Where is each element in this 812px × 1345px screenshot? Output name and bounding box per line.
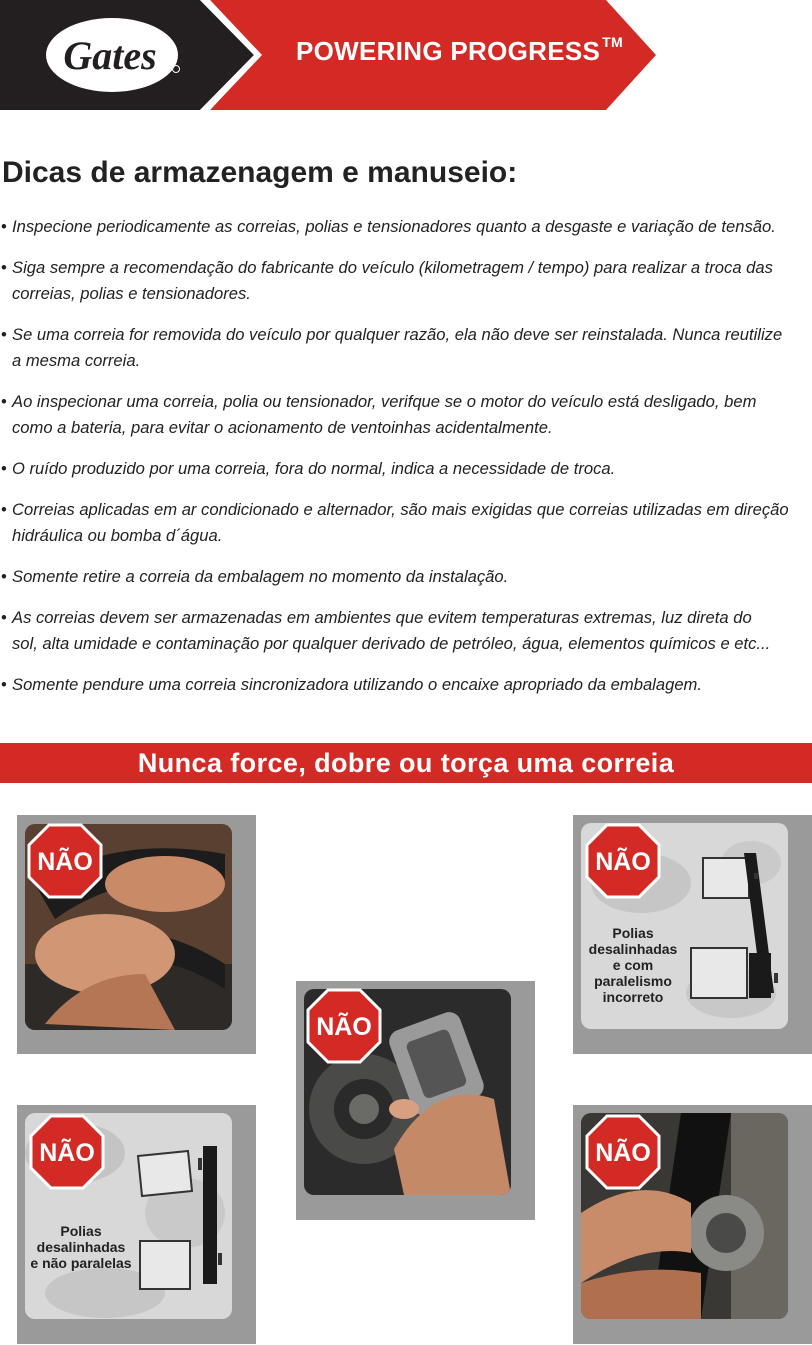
tip-item: • As correias devem ser armazenadas em ambientes que evitem temperaturas extremas, luz direta do sol, alta umidade e contaminação por qualquer derivado de petróleo, água, elementos químicos e etc... (0, 605, 812, 657)
svg-text:NÃO: NÃO (39, 1139, 95, 1167)
slogan-text: POWERING PROGRESS (296, 36, 601, 66)
tip-item: • Ao inspecionar uma correia, polia ou tensionador, verifque se o motor do veículo está desligado, bem como a bateria, para evitar o acionamento de ventoinhas acidentalmente. (0, 389, 812, 441)
stop-sign-5 (585, 1114, 661, 1190)
tip-item: • Correias aplicadas em ar condicionado e alternador, são mais exigidas que correias utilizadas em direção hidráulica ou bomba d´água. (0, 497, 812, 549)
stop-sign-2 (585, 823, 661, 899)
caption-misaligned-nonparallel: Polias desalinhadas e não paralelas (30, 1223, 132, 1271)
stop-sign-1 (27, 823, 103, 899)
page-title: Dicas de armazenagem e manuseio: (2, 156, 518, 189)
stop-sign-3 (306, 988, 382, 1064)
tips-list (0, 214, 812, 713)
trademark: TM (602, 34, 623, 50)
slogan (296, 36, 623, 67)
svg-text:NÃO: NÃO (316, 1013, 372, 1041)
tip-item: • O ruído produzido por uma correia, fora do normal, indica a necessidade de troca. (0, 456, 812, 482)
tip-item: • Se uma correia for removida do veículo por qualquer razão, ela não deve ser reinstalada. Nunca reutilize a mesma correia. (0, 322, 812, 374)
header (0, 0, 812, 110)
tip-item: • Siga sempre a recomendação do fabricante do veículo (kilometragem / tempo) para realizar a troca das correias, polias e tensionadores. (0, 255, 812, 307)
warning-banner: Nunca force, dobre ou torça uma correia (0, 743, 812, 783)
svg-text:NÃO: NÃO (595, 848, 651, 876)
tip-item: • Somente pendure uma correia sincronizadora utilizando o encaixe apropriado da embalagem. (0, 672, 812, 698)
tip-item: • Inspecione periodicamente as correias, polias e tensionadores quanto a desgaste e variação de tensão. (0, 214, 812, 240)
logo-text: Gates (63, 33, 157, 78)
svg-text:NÃO: NÃO (595, 1139, 651, 1167)
stop-sign-4 (29, 1114, 105, 1190)
caption-misaligned-parallelism: Polias desalinhadas e com paralelismo incorreto (588, 925, 678, 1005)
svg-text:NÃO: NÃO (37, 848, 93, 876)
tip-item: • Somente retire a correia da embalagem no momento da instalação. (0, 564, 812, 590)
